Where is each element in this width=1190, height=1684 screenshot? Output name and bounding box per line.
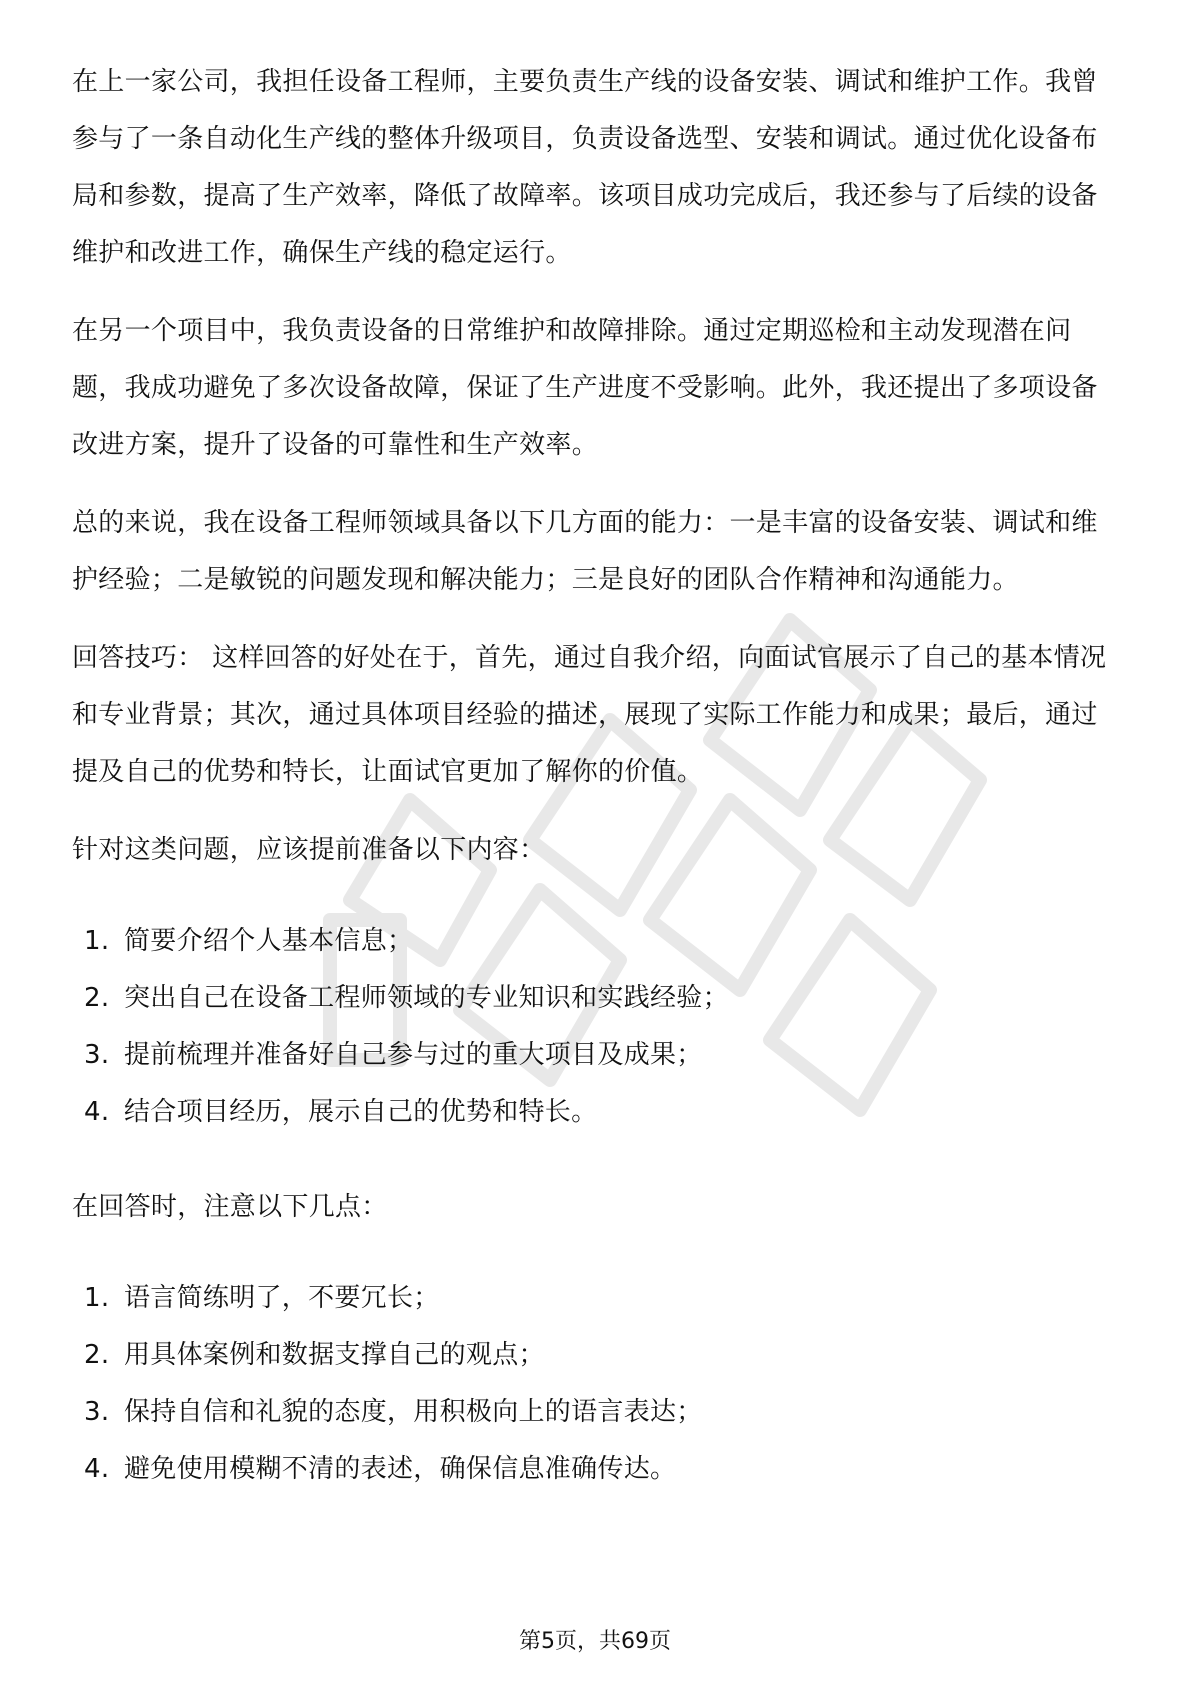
list-item (84, 1027, 1122, 1084)
list-text: 简要介绍个人基本信息； (124, 926, 414, 956)
list-text: 突出自己在设备工程师领域的专业知识和实践经验； (124, 983, 729, 1013)
list-number: 1. (84, 926, 110, 956)
page-number: 第5页，共69页 (519, 1629, 671, 1654)
list-number: 3. (84, 1397, 110, 1427)
list-number: 2. (84, 983, 110, 1013)
paragraph-experience: 在上一家公司，我担任设备工程师，主要负责生产线的设备安装、调试和维护工作。我曾参与了一条自动化生产线的整体升级项目，负责设备选型、安装和调试。通过优化设备布局和参数，提高了生产效率，降低了故障率。该项目成功完成后，我还参与了后续的设备维护和改进工作，确保生产线的稳定运行。 (72, 67, 1098, 268)
list-text: 提前梳理并准备好自己参与过的重大项目及成果； (124, 1040, 703, 1070)
list-item (84, 1270, 1122, 1327)
list-number: 2. (84, 1340, 110, 1370)
list-number: 3. (84, 1040, 110, 1070)
prep-list (72, 913, 1122, 1141)
list-number: 1. (84, 1283, 110, 1313)
main-content (72, 54, 1122, 1536)
list-number: 4. (84, 1454, 110, 1484)
notes-list (72, 1270, 1122, 1498)
paragraph-maintenance: 在另一个项目中，我负责设备的日常维护和故障排除。通过定期巡检和主动发现潜在问题，我成功避免了多次设备故障，保证了生产进度不受影响。此外，我还提出了多项设备改进方案，提升了设备的可靠性和生产效率。 (72, 316, 1098, 460)
list-text: 结合项目经历，展示自己的优势和特长。 (124, 1097, 598, 1127)
notes-heading: 在回答时，注意以下几点： (72, 1192, 388, 1222)
list-item (84, 970, 1122, 1027)
list-item (84, 913, 1122, 970)
list-item (84, 1441, 1122, 1498)
prep-heading: 针对这类问题，应该提前准备以下内容： (72, 835, 546, 865)
list-item (84, 1327, 1122, 1384)
list-item (84, 1384, 1122, 1441)
list-text: 用具体案例和数据支撑自己的观点； (124, 1340, 545, 1370)
list-text: 避免使用模糊不清的表述，确保信息准确传达。 (124, 1454, 677, 1484)
paragraph-answer-tips: 回答技巧： 这样回答的好处在于，首先，通过自我介绍，向面试官展示了自己的基本情况和专业背景；其次，通过具体项目经验的描述，展现了实际工作能力和成果；最后，通过提及自己的优势和特长，让面试官更加了解你的价值。 (72, 643, 1107, 787)
list-text: 保持自信和礼貌的态度，用积极向上的语言表达； (124, 1397, 703, 1427)
list-text: 语言简练明了，不要冗长； (124, 1283, 440, 1313)
list-item (84, 1084, 1122, 1141)
paragraph-summary: 总的来说，我在设备工程师领域具备以下几方面的能力：一是丰富的设备安装、调试和维护经验；二是敏锐的问题发现和解决能力；三是良好的团队合作精神和沟通能力。 (72, 508, 1098, 595)
list-number: 4. (84, 1097, 110, 1127)
